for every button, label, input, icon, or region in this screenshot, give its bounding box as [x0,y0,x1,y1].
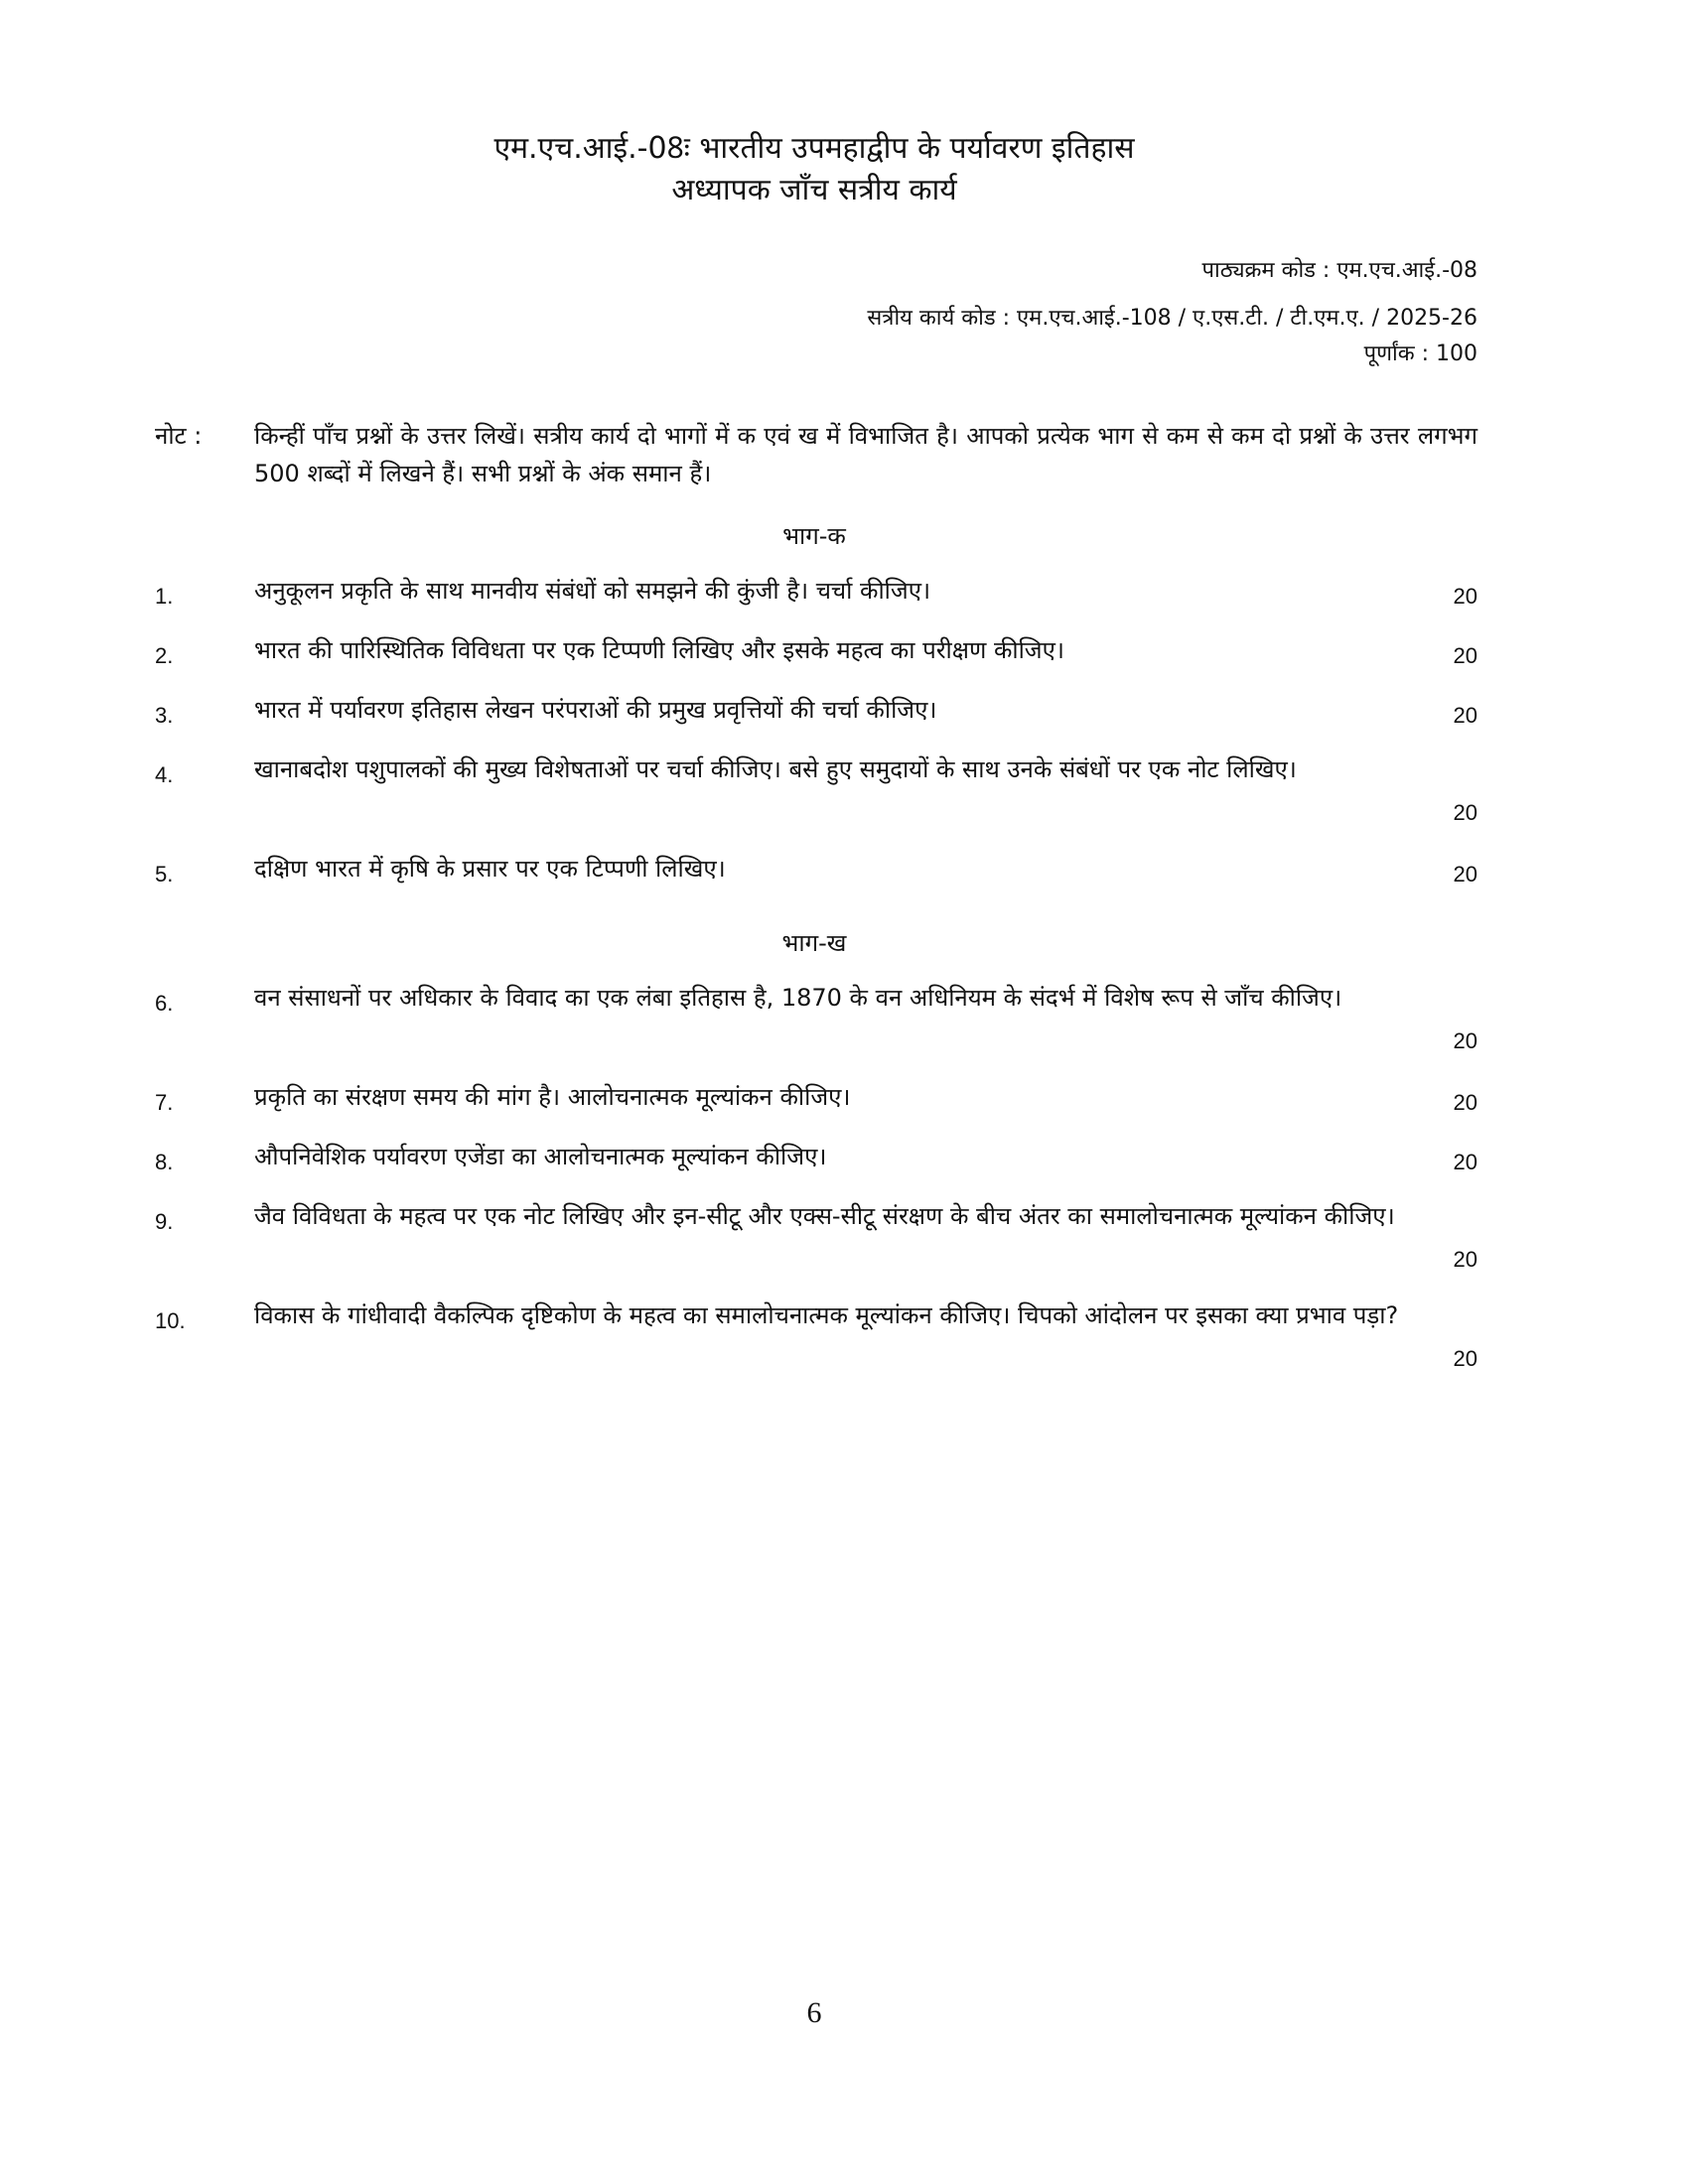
question-marks: 20 [1453,643,1477,668]
note-label: नोट : [155,422,203,450]
document-title: एम.एच.आई.-08ः भारतीय उपमहाद्वीप के पर्यावरण इतिहास [493,131,1135,166]
question-number: 8. [155,1150,174,1174]
max-marks: पूर्णांक : 100 [1363,341,1477,366]
question-text: विकास के गांधीवादी वैकल्पिक दृष्टिकोण के महत्व का समालोचनात्मक मूल्यांकन कीजिए। चिपको आंदोलन पर इसका क्या प्रभाव पड़ा? [254,1301,1399,1329]
question-marks: 20 [1453,1090,1477,1115]
question-marks: 20 [1453,800,1477,825]
question-text: भारत की पारिस्थितिक विविधता पर एक टिप्पणी लिखिए और इसके महत्व का परीक्षण कीजिए। [254,636,1064,664]
question-number: 7. [155,1090,174,1115]
question-number: 10. [155,1308,186,1333]
question-marks: 20 [1453,1028,1477,1053]
question-text: दक्षिण भारत में कृषि के प्रसार पर एक टिप्पणी लिखिए। [254,855,726,883]
question-text: जैव विविधता के महत्व पर एक नोट लिखिए और इन-सीटू और एक्स-सीटू संरक्षण के बीच अंतर का समालोचनात्मक मूल्यांकन कीजिए। [254,1202,1395,1230]
question-number: 2. [155,643,174,668]
question-number: 5. [155,862,174,887]
question-text: वन संसाधनों पर अधिकार के विवाद का एक लंबा इतिहास है, 1870 के वन अधिनियम के संदर्भ में विशेष रूप से जाँच कीजिए। [254,984,1342,1012]
question-marks: 20 [1453,703,1477,728]
section-heading-b: भाग-ख [781,929,847,957]
question-text: खानाबदोश पशुपालकों की मुख्य विशेषताओं पर चर्चा कीजिए। बसे हुए समुदायों के साथ उनके संबंधों पर एक नोट लिखिए। [254,755,1297,783]
section-heading-a: भाग-क [782,522,846,550]
question-marks: 20 [1453,1247,1477,1272]
course-code: पाठ्यक्रम कोड : एम.एच.आई.-08 [1201,258,1477,283]
question-number: 9. [155,1209,174,1234]
question-number: 3. [155,703,174,728]
question-marks: 20 [1453,862,1477,887]
question-text: भारत में पर्यावरण इतिहास लेखन परंपराओं की प्रमुख प्रवृत्तियों की चर्चा कीजिए। [254,696,937,724]
assignment-code: सत्रीय कार्य कोड : एम.एच.आई.-108 / ए.एस.टी. / टी.एम.ए. / 2025-26 [867,306,1477,331]
question-number: 1. [155,584,174,609]
question-marks: 20 [1453,584,1477,609]
question-number: 4. [155,762,174,787]
question-marks: 20 [1453,1150,1477,1174]
document-subtitle: अध्यापक जाँच सत्रीय कार्य [671,173,957,207]
question-number: 6. [155,991,174,1016]
question-text: अनुकूलन प्रकृति के साथ मानवीय संबंधों को समझने की कुंजी है। चर्चा कीजिए। [254,577,931,605]
question-text: प्रकृति का संरक्षण समय की मांग है। आलोचनात्मक मूल्यांकन कीजिए। [254,1083,851,1111]
question-marks: 20 [1453,1346,1477,1371]
page-number: 6 [806,1996,822,2029]
note-text: किन्हीं पाँच प्रश्नों के उत्तर लिखें। सत्रीय कार्य दो भागों में क एवं ख में विभाजित है। आपको प्रत्येक भाग से कम से कम दो प्रश्नों के उत्तर लगभग 500 शब्दों में लिखने हैं। सभी प्रश्नों के अंक समान हैं। [254,422,1477,487]
question-text: औपनिवेशिक पर्यावरण एजेंडा का आलोचनात्मक मूल्यांकन कीजिए। [254,1143,827,1170]
